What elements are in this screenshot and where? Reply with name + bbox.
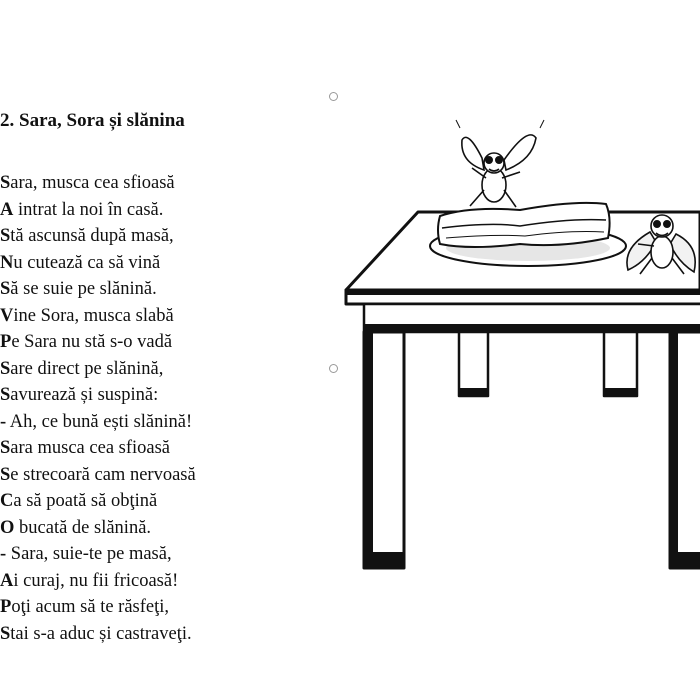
poem-line: Savurează și suspină: <box>0 385 159 405</box>
table <box>346 212 700 568</box>
table-leg-back-left <box>459 332 488 396</box>
table-apron <box>364 304 700 332</box>
poem-line: A intrat la noi în casă. <box>0 199 164 220</box>
poem-text <box>0 170 196 647</box>
poem-line: Stai s-a aduc și castraveţi. <box>0 623 192 644</box>
poem-title: 2. Sara, Sora și slănina <box>0 110 185 131</box>
poem-line: Stă ascunsă după masă, <box>0 226 174 246</box>
poem-line: Nu cutează ca să vină <box>0 252 161 273</box>
poem-line: Să se suie pe slănină. <box>0 279 157 299</box>
table-leg-back-right <box>604 332 637 396</box>
tabletop <box>346 212 700 290</box>
tabletop-edge <box>346 290 700 304</box>
poem-line: Ai curaj, nu fii fricoasă! <box>0 570 179 591</box>
poem-line: Sara musca cea sfioasă <box>0 438 171 458</box>
poem-line: O bucată de slănină. <box>0 517 152 538</box>
bacon-slab <box>438 203 610 247</box>
fly-on-table-edge <box>627 215 695 274</box>
poem-line: Sare direct pe slănină, <box>0 358 164 379</box>
fly-on-bacon <box>456 120 544 207</box>
poem-line: Vine Sora, musca slabă <box>0 305 174 326</box>
plate <box>430 226 626 266</box>
poem-line: - Sara, suie-te pe masă, <box>0 544 172 564</box>
poem-line: Ca să poată să obţină <box>0 491 158 511</box>
table-leg-front-right <box>670 332 700 568</box>
poem-line: Pe Sara nu stă s-o vadă <box>0 332 173 352</box>
poem-line: Poţi acum să te răsfeţi, <box>0 597 170 617</box>
image-resize-handle-top[interactable] <box>329 92 338 101</box>
poem-line: - Ah, ce bună ești slănină! <box>0 411 193 432</box>
table-leg-front-left <box>364 332 404 568</box>
poem-line: Se strecoară cam nervoasă <box>0 464 196 485</box>
poem-line: Sara, musca cea sfioasă <box>0 173 175 193</box>
image-resize-handle-left[interactable] <box>329 364 338 373</box>
plate-with-bacon <box>430 203 626 266</box>
